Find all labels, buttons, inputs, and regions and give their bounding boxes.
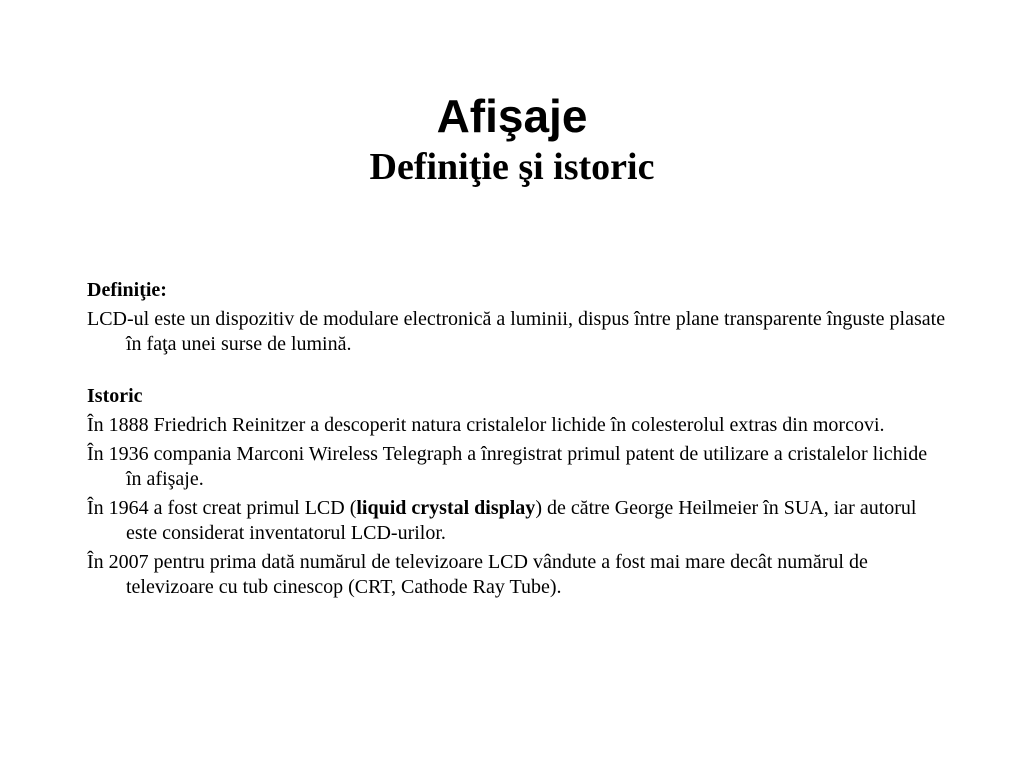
slide-body [87, 278, 947, 600]
slide-subtitle: Definiţie şi istoric [369, 146, 655, 188]
history-item-1964-bold: liquid crystal display [356, 497, 536, 519]
definition-text: LCD-ul este un dispozitiv de modulare electronică a luminii, dispus între plane transparente înguste plasate în faţa unei surse de lumină. [87, 308, 946, 355]
history-heading: Istoric [87, 385, 143, 407]
history-item-1964-after: ) de către George Heilmeier în SUA, iar autorul este considerat inventatorul LCD-urilor. [126, 497, 917, 544]
slide-title: Afişaje [436, 90, 588, 142]
section-spacer [87, 357, 947, 384]
history-item-1936: În 1936 compania Marconi Wireless Telegraph a înregistrat primul patent de utilizare a cristalelor lichide în afişaje. [87, 443, 928, 490]
history-item-2007: În 2007 pentru prima dată numărul de televizoare LCD vândute a fost mai mare decât numărul de televizoare cu tub cinescop (CRT, Cathode Ray Tube). [87, 551, 868, 598]
history-item-1888: În 1888 Friedrich Reinitzer a descoperit natura cristalelor lichide în colesterolul extras din morcovi. [87, 414, 885, 436]
history-item-1964 [87, 496, 947, 546]
definition-heading: Definiţie: [87, 279, 167, 301]
title-block [0, 88, 1024, 190]
history-item-1964-before: În 1964 a fost creat primul LCD ( [87, 497, 357, 519]
